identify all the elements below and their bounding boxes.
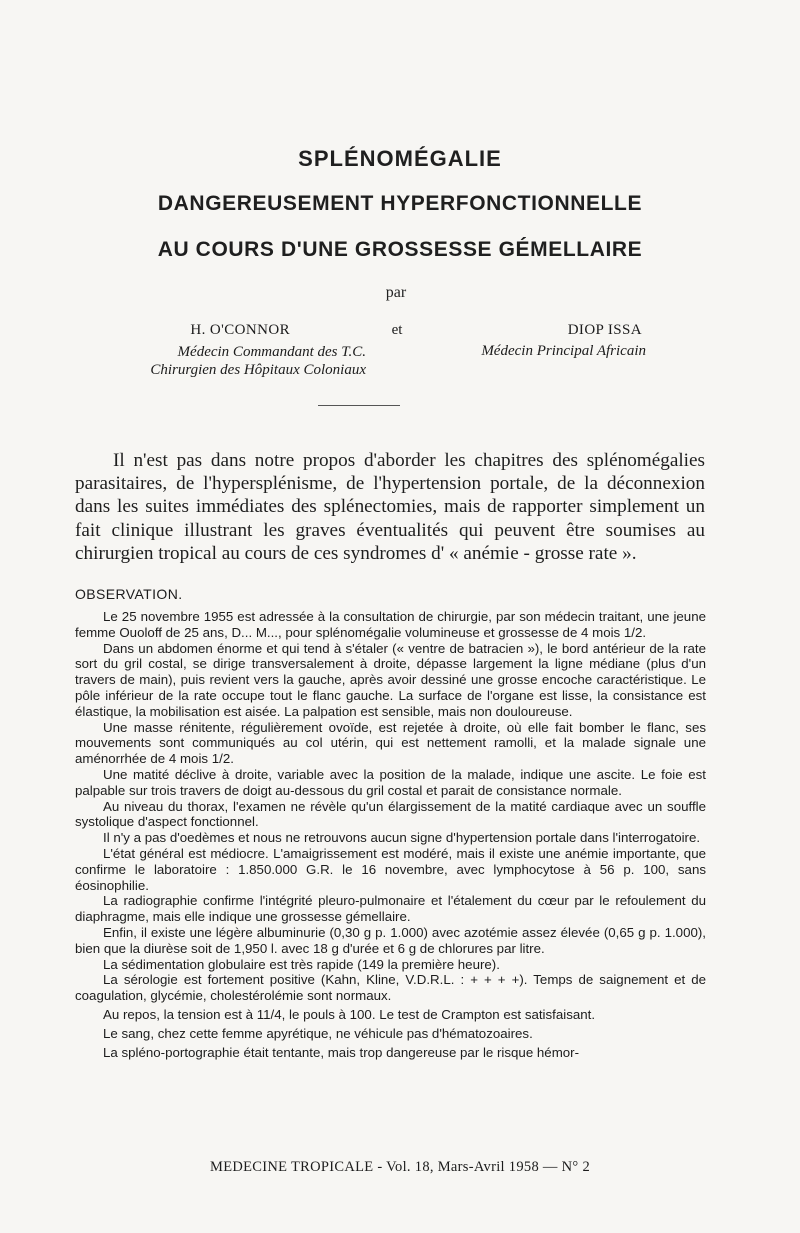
body-paragraph-8: La radiographie confirme l'intégrité pleuro-pulmonaire et l'étalement du cœur par le refoulement du diaphragme, mais elle indique une grossesse gémellaire. xyxy=(75,893,706,925)
author-1-affiliation-line-2: Chirurgien des Hôpitaux Coloniaux xyxy=(150,362,366,378)
body-paragraph-3: Une masse rénitente, régulièrement ovoïde, est rejetée à droite, où elle fait bomber le flanc, ses mouvements sont communiqués au col utérin, qui est nettement ramolli, et la malade signale une aménorrhée de 4 mois 1/2. xyxy=(75,719,706,767)
body-paragraph-14: La spléno-portographie était tentante, mais trop dangereuse par le risque hémor- xyxy=(103,1044,580,1060)
body-paragraph-13: Le sang, chez cette femme apyrétique, ne véhicule pas d'hématozoaires. xyxy=(103,1025,533,1041)
author-2-affiliation: Médecin Principal Africain xyxy=(481,343,646,359)
body-paragraph-5: Au niveau du thorax, l'examen ne révèle qu'un élargissement de la matité cardiaque avec un souffle systolique d'aspect fonctionnel. xyxy=(75,798,706,830)
intro-paragraph: Il n'est pas dans notre propos d'aborder les chapitres des splénomégalies parasitaires, de l'hypersplénisme, de l'hypertension portale, de la déconnexion dans les suites immédiates des splénectomies, mais de rapporter simplement un fait clinique illustrant les graves éventualités qui peuvent être soumises au chirurgien tropical au cours de ces syndromes d' « anémie - grosse rate ». xyxy=(75,450,705,564)
body-paragraph-7: L'état général est médiocre. L'amaigrissement est modéré, mais il existe une anémie importante, que confirme le laboratoire : 1.850.000 G.R. le 16 novembre, avec lymphocytose à 56 p. 100, sans éosinophilie. xyxy=(75,845,706,893)
body-paragraph-11: La sérologie est fortement positive (Kahn, Kline, V.D.R.L. : + + + +). Temps de saignement et de coagulation, glycémie, cholestérolémie sont normaux. xyxy=(75,972,706,1004)
body-paragraph-4: Une matité déclive à droite, variable avec la position de la malade, indique une ascite. Le foie est palpable sur trois travers de doigt au-dessous du gril costal et parait de consistance normale. xyxy=(75,766,706,798)
author-2-name: DIOP ISSA xyxy=(567,322,642,338)
title-line-2: DANGEREUSEMENT HYPERFONCTIONNELLE xyxy=(157,192,643,215)
byline-par: par xyxy=(385,284,407,301)
running-footer: MEDECINE TROPICALE - Vol. 18, Mars-Avril 1958 — N° 2 xyxy=(210,1159,590,1175)
separator-rule xyxy=(318,405,400,406)
section-heading-observation: OBSERVATION. xyxy=(75,586,183,602)
body-paragraph-9: Enfin, il existe une légère albuminurie (0,30 g p. 1.000) avec azotémie assez élevée (0,65 g p. 1.000), bien que la diurèse soit de 1,950 l. avec 18 g d'urée et 6 g de chlorures par litre. xyxy=(75,924,706,956)
body-paragraph-6: Il n'y a pas d'oedèmes et nous ne retrouvons aucun signe d'hypertension portale dans l'interrogatoire. xyxy=(103,830,701,846)
observation-body xyxy=(75,609,706,1060)
title-line-3: AU COURS D'UNE GROSSESSE GÉMELLAIRE xyxy=(157,238,643,261)
author-1-affiliation xyxy=(60,343,366,379)
title-line-1: SPLÉNOMÉGALIE xyxy=(298,146,502,171)
author-1-name: H. O'CONNOR xyxy=(190,322,290,338)
body-paragraph-1: Le 25 novembre 1955 est adressée à la consultation de chirurgie, par son médecin traitant, une jeune femme Ouoloff de 25 ans, D... M..., pour splénomégalie volumineuse et grossesse de 4 mois 1/2. xyxy=(75,609,706,640)
author-1-affiliation-line-1: Médecin Commandant des T.C. xyxy=(177,344,366,360)
body-paragraph-12: Au repos, la tension est à 11/4, le pouls à 100. Le test de Crampton est satisfaisant. xyxy=(103,1006,596,1022)
byline-et: et xyxy=(391,322,403,338)
body-paragraph-2: Dans un abdomen énorme et qui tend à s'étaler (« ventre de batracien »), le bord antérieur de la rate sort du gril costal, se dirige transversalement à droite, dépasse largement la ligne médiane (plus d'un travers de main), puis revient vers la gauche, après avoir dessiné une grosse encoche caractéristique. Le pôle inférieur de la rate occupe tout le flanc gauche. La surface de l'organe est lisse, la consistance est élastique, la mobilisation est aisée. La palpation est sensible, mais non douloureuse. xyxy=(75,640,706,719)
body-paragraph-10: La sédimentation globulaire est très rapide (149 la première heure). xyxy=(103,956,500,972)
